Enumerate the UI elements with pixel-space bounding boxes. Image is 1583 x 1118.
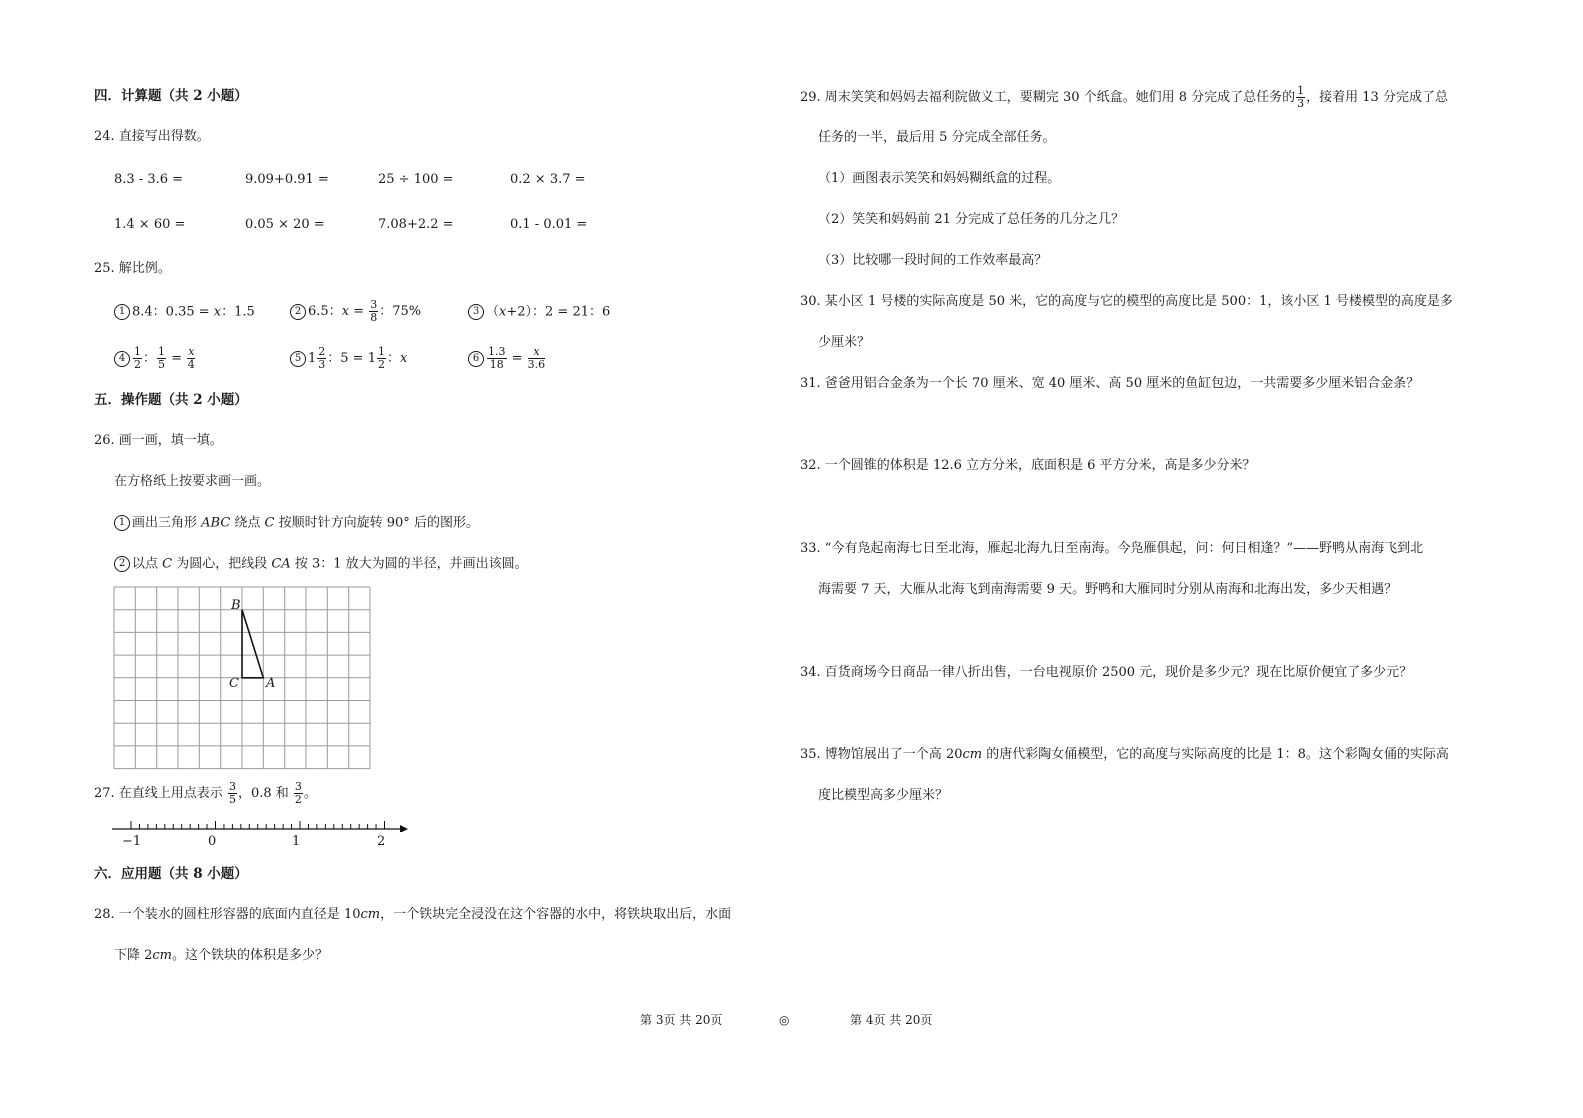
circled-number: 5	[290, 351, 306, 367]
question-34: 34. 百货商场今日商品一律八折出售，一台电视原价 2500 元，现价是多少元？现在比原价便宜了多少元？	[800, 665, 1413, 680]
calc-item: 0.2 × 3.7 =	[510, 172, 586, 187]
section-4-heading: 四．计算题（共 2 小题）	[94, 88, 248, 104]
circled-number: 4	[114, 351, 130, 367]
calc-item: 0.05 × 20 =	[245, 217, 325, 232]
calc-item: 7.08+2.2 =	[378, 217, 454, 232]
question-26-intro: 在方格纸上按要求画一画。	[114, 474, 271, 489]
proportion-5: 5 1 $\frac{2}{3}$ ：5 = 1 $\frac{1}{2}$ ：x	[290, 344, 407, 374]
page-number-left: 第 3页 共 20页	[640, 1013, 723, 1027]
grid-paper	[112, 585, 374, 771]
question-29-line-2: 任务的一半，最后用 5 分完成全部任务。	[818, 130, 1056, 145]
triangle-abc	[242, 610, 263, 678]
section-5-heading: 五．操作题（共 2 小题）	[94, 392, 248, 408]
question-30-line-1: 30. 某小区 1 号楼的实际高度是 50 米，它的高度与它的模型的高度比是 500：1，该小区 1 号楼模型的高度是多	[800, 294, 1453, 309]
question-27: 27. 在直线上用点表示 $\frac{3}{5}$ ，0.8 和 $\frac{3}{2}$ 。	[94, 780, 317, 806]
calc-item: 0.1 - 0.01 =	[510, 217, 588, 232]
proportion-3: 3 （x+2）：2 = 21：6	[468, 304, 610, 321]
question-24: 24. 直接写出得数。	[94, 129, 210, 144]
question-25: 25. 解比例。	[94, 261, 171, 276]
number-line-label: 1	[292, 834, 301, 849]
number-line	[110, 818, 410, 832]
question-35-line-2: 度比模型高多少厘米？	[818, 788, 949, 803]
point-label-a: A	[266, 676, 276, 691]
calc-item: 9.09+0.91 =	[245, 172, 329, 187]
circled-number: 6	[468, 351, 484, 367]
question-32: 32. 一个圆锥的体积是 12.6 立方分米，底面积是 6 平方分米，高是多少分米？	[800, 458, 1256, 473]
question-30-line-2: 少厘米？	[818, 335, 871, 350]
number-line-label: 2	[377, 834, 386, 849]
question-33-line-2: 海需要 7 天，大雁从北海飞到南海需要 9 天。野鸭和大雁同时分别从南海和北海出发，多少天相遇？	[818, 582, 1398, 597]
arrow-right-icon	[400, 825, 408, 832]
question-29-line-1: 29. 周末笑笑和妈妈去福利院做义工，要糊完 30 个纸盒。她们用 8 分完成了总任务的 $\frac{1}{3}$ ，接着用 13 分完成了总	[800, 84, 1448, 110]
number-line-label: 0	[208, 834, 217, 849]
question-29-part-2: （2）笑笑和妈妈前 21 分完成了总任务的几分之几？	[818, 212, 1125, 227]
question-29-part-1: （1）画图表示笑笑和妈妈糊纸盒的过程。	[818, 171, 1061, 186]
page-number-right: 第 4页 共 20页	[850, 1013, 933, 1027]
circled-number: 2	[290, 304, 306, 320]
circled-number: 1	[114, 304, 130, 320]
calc-item: 8.3 - 3.6 =	[114, 172, 184, 187]
question-28-line-2: 下降 2cm。这个铁块的体积是多少？	[114, 948, 329, 963]
question-31: 31. 爸爸用铝合金条为一个长 70 厘米、宽 40 厘米、高 50 厘米的鱼缸包边，一共需要多少厘米铝合金条？	[800, 376, 1420, 391]
proportion-4: 4 $\frac{1}{2}$ ： $\frac{1}{5}$ = $\frac{x}{4}$	[114, 344, 196, 374]
circled-number: 3	[468, 304, 484, 320]
proportion-2: 2 6.5：x = $\frac{3}{8}$ ：75%	[290, 298, 421, 326]
circled-number: 2	[114, 556, 130, 572]
point-label-b: B	[231, 598, 241, 613]
question-35-line-1: 35. 博物馆展出了一个高 20cm 的唐代彩陶女俑模型，它的高度与实际高度的比是 1：8。这个彩陶女俑的实际高	[800, 747, 1449, 762]
point-label-c: C	[229, 676, 239, 691]
circled-number: 1	[114, 515, 130, 531]
question-29-part-3: （3）比较哪一段时间的工作效率最高？	[818, 253, 1048, 268]
calc-item: 1.4 × 60 =	[114, 217, 186, 232]
number-line-label: −1	[122, 834, 142, 849]
calc-item: 25 ÷ 100 =	[378, 172, 454, 187]
proportion-6: 6 $\frac{1.3}{18}$ = $\frac{x}{3.6}$	[468, 344, 546, 374]
center-mark: ◎	[779, 1013, 790, 1027]
question-26-part-2: 2 以点 C 为圆心，把线段 CA 按 3：1 放大为圆的半径，并画出该圆。	[114, 556, 528, 573]
question-26: 26. 画一画，填一填。	[94, 433, 223, 448]
question-33-line-1: 33. “今有凫起南海七日至北海，雁起北海九日至南海。今凫雁俱起，问：何日相逢？”——野鸭从南海飞到北	[800, 541, 1424, 556]
question-26-part-1: 1 画出三角形 ABC 绕点 C 按顺时针方向旋转 90° 后的图形。	[114, 515, 479, 532]
section-6-heading: 六．应用题（共 8 小题）	[94, 866, 248, 882]
question-28-line-1: 28. 一个装水的圆柱形容器的底面内直径是 10cm，一个铁块完全浸没在这个容器的水中，将铁块取出后，水面	[94, 907, 732, 922]
proportion-1: 1 8.4：0.35 = x：1.5	[114, 304, 255, 321]
